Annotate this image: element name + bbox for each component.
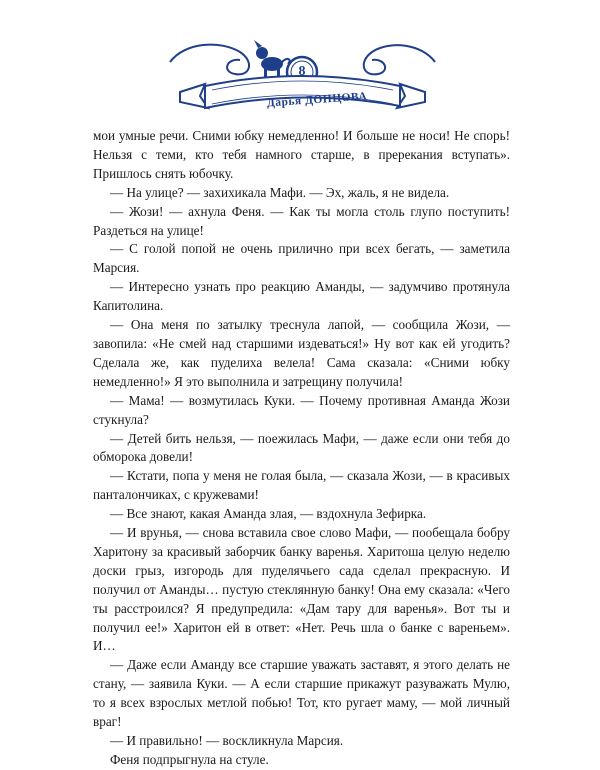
paragraph: — Кстати, попа у меня не голая была, — сказала Жози, — в красивых панталончиках, с кружевами!	[93, 468, 510, 503]
paragraph: — И правильно! — воскликнула Марсия.	[110, 733, 344, 748]
paragraph: — Даже если Аманду все старшие уважать заставят, я этого делать не стану, — заявила Куки. — А если старшие прикажут разуважать Мулю, то я всех взрослых метлой побью! Тот, кто ругает маму, — мой личный враг!	[93, 657, 510, 730]
paragraph: — Жози! — ахнула Феня. — Как ты могла столь глупо поступить! Раздеться на улице!	[93, 203, 510, 238]
swirl-right-icon	[364, 45, 435, 74]
paragraph: — С голой попой не очень прилично при всех бегать, — заметила Марсия.	[93, 241, 510, 276]
paragraph: — Мама! — возмутилась Куки. — Почему противная Аманда Жози стукнула?	[93, 392, 510, 427]
body-text	[93, 127, 510, 770]
page-number: 8	[298, 64, 306, 79]
swirl-left-icon	[170, 45, 249, 75]
paragraph: — Детей бить нельзя, — поежилась Мафи, — даже если они тебя до обморока довели!	[93, 430, 510, 465]
author-name: Дарья ДОНЦОВА	[266, 90, 368, 110]
paragraph: Феня подпрыгнула на стуле.	[110, 751, 269, 767]
paragraph: — И врунья, — снова вставила свое слово Мафи, — пообещала бобру Харитону за красивый заборчик банку варенья. Харитоша целую неделю доски грыз, изгородь для пуделячьего сада сделал прекрасную. И получил от Аманды… пустую стеклянную банку! Она ему сказала: «Чего ты расстроился? Я предупредила: «Дам тару для варенья». Вот ты и получил ее!» Харитон ей в ответ: «Нет. Речь шла о банке с вареньем». И…	[93, 525, 510, 654]
paragraph: мои умные речи. Сними юбку немедленно! И больше не носи! Не спорь! Нельзя с теми, кто тебя намного старше, в пререкания вступать». Пришлось снять юбочку.	[93, 128, 510, 181]
paragraph: — На улице? — захихикала Мафи. — Эх, жаль, я не видела.	[110, 184, 450, 200]
paragraph: — Она меня по затылку треснула лапой, — сообщила Жози, — завопила: «Не смей над старшими издеваться!» Ну вот как ей угодить? Сделала же, как пуделиха велела! Сама сказала: «Сними юбку немедленно!» Я это выполнила и затрещину получила!	[93, 317, 510, 389]
paragraph: — Все знают, какая Аманда злая, — вздохнула Зефирка.	[110, 506, 427, 522]
paragraph: — Интересно узнать про реакцию Аманды, — задумчиво протянула Капитолина.	[93, 279, 510, 314]
running-header	[160, 22, 445, 122]
